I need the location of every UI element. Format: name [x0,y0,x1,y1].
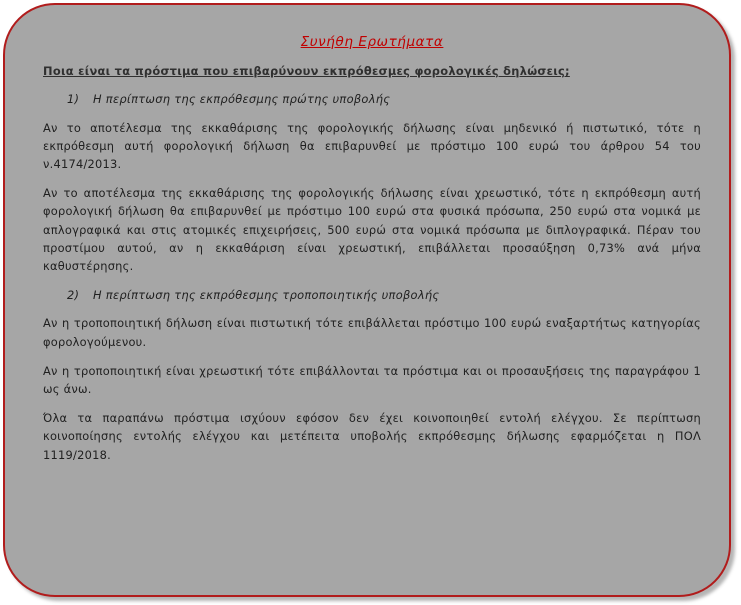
section-heading-text: Η περίπτωση της εκπρόθεσμης πρώτης υποβολής [93,92,391,107]
section-heading-first-submission [43,90,701,108]
faq-panel [3,3,731,597]
section-number: 2) [67,288,80,303]
section-number: 1) [67,92,80,107]
faq-question: Ποια είναι τα πρόστιμα που επιβαρύνουν εκπρόθεσμες φορολογικές δηλώσεις; [43,64,570,79]
paragraph-zero-credit-penalty: Αν το αποτέλεσμα της εκκαθάρισης της φορολογικής δήλωσης είναι μηδενικό ή πιστωτικό, τότε η εκπρόθεσμη αυτή φορολογική δήλωση θα επιβαρυνθεί με πρόστιμο 100 ευρώ του άρθρου 54 του ν.4174/2013. [43,120,701,172]
paragraph-audit-order-note: Όλα τα παραπάνω πρόστιμα ισχύουν εφόσον δεν έχει κοινοποιηθεί εντολή ελέγχου. Σε περίπτωση κοινοποίησης εντολής ελέγχου και μετέπειτα υποβολής εκπρόθεσμης δήλωσης εφαρμόζεται η ΠΟΛ 1119/2018. [43,411,701,462]
section-heading-text: Η περίπτωση της εκπρόθεσμης τροποποιητικής υποβολής [93,288,440,303]
paragraph-debit-penalty: Αν το αποτέλεσμα της εκκαθάρισης της φορολογικής δήλωσης είναι χρεωστικό, τότε η εκπρόθεσμη αυτή φορολογική δήλωση θα επιβαρυνθεί με πρόστιμο 100 ευρώ στα φυσικά πρόσωπα, 250 ευρώ στα νομικά με απλογραφικά και στις ατομικές επιχειρήσεις, 500 ευρώ στα νομικά πρόσωπα με διπλογραφικά. Πέραν του προστίμου αυτού, αν η εκκαθάριση είναι χρεωστική, επιβάλλεται προσαύξηση 0,73% ανά μήνα καθυστέρησης. [43,186,701,274]
paragraph-amending-credit: Αν η τροποποιητική δήλωση είναι πιστωτική τότε επιβάλλεται πρόστιμο 100 ευρώ εναξαρτήτως κατηγορίας φορολογούμενου. [43,316,701,349]
page-title: Συνήθη Ερωτήματα [300,34,444,50]
section-heading-amending-submission [43,286,701,304]
paragraph-amending-debit: Αν η τροποποιητική είναι χρεωστική τότε επιβάλλονται τα πρόστιμα και οι προσαυξήσεις της παραγράφου 1 ως άνω. [43,363,701,397]
faq-content [43,33,701,475]
